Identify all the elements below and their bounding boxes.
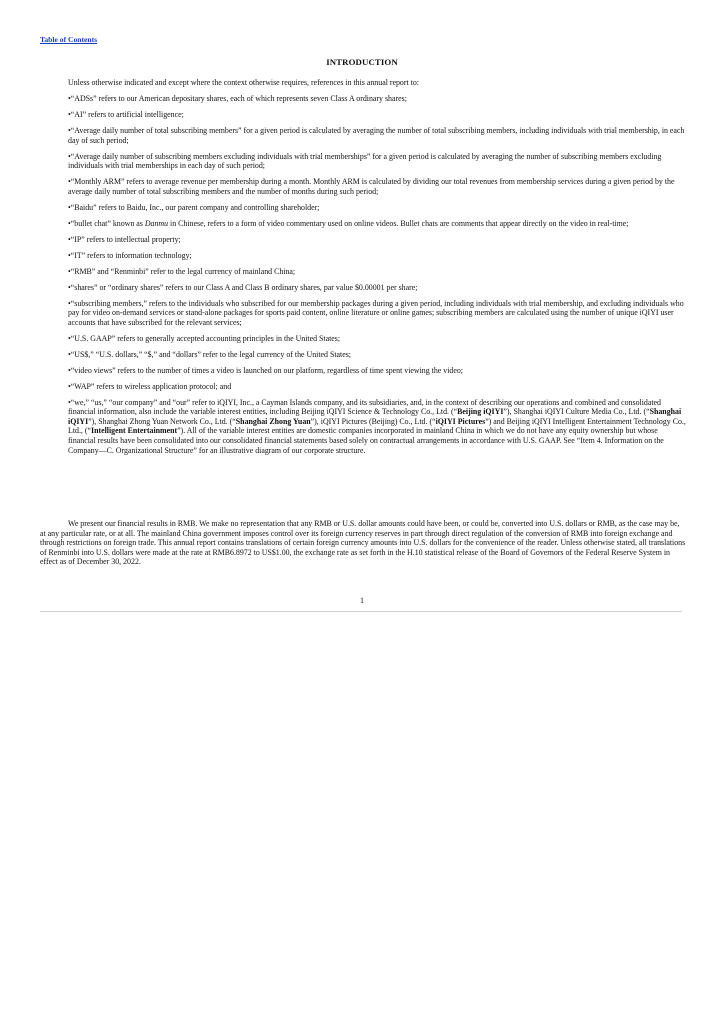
we-term-iqiyi-pictures: iQIYI Pictures xyxy=(435,416,486,426)
we-text-5: ”) and Beijing iQIYI Intelligent Entertainment Technology Co., Ltd., (“ xyxy=(68,416,686,436)
definition-average-members-excluding-trial: •“Average daily number of subscribing members excluding individuals with trial memberships” for a given period is calculated by averaging the number of subscribing members excluding individuals with trial memberships in each day of such period; xyxy=(68,151,662,171)
we-text-3: ”), Shanghai Zhong Yuan Network Co., Ltd. (“ xyxy=(88,416,236,426)
bullet-chat-danmu-term: Danmu xyxy=(144,218,169,228)
bullet-chat-text-a: •“bullet chat” known as xyxy=(68,218,145,228)
table-of-contents-link[interactable]: Table of Contents xyxy=(40,35,98,44)
definition-average-total-members: •“Average daily number of total subscribing members” for a given period is calculated by averaging the number of total subscribing members, including individuals with trial membership, in each day of such period; xyxy=(68,125,685,145)
we-text-2: ”), Shanghai iQIYI Culture Media Co., Ltd. (“ xyxy=(503,407,650,417)
definition-rmb: •“RMB” and “Renminbi” refer to the legal currency of mainland China; xyxy=(68,266,296,276)
definition-ip: •“IP” refers to intellectual property; xyxy=(68,234,181,244)
we-term-beijing-iqiyi: Beijing iQIYI xyxy=(457,407,504,417)
page-number: 1 xyxy=(360,596,364,605)
definition-bullet-chat xyxy=(68,219,686,229)
page-divider xyxy=(40,611,682,612)
definition-ai: •“AI” refers to artificial intelligence; xyxy=(68,109,184,119)
definition-video-views: •“video views” refers to the number of times a video is launched on our platform, regardless of time spent viewing the video; xyxy=(68,365,463,375)
currency-paragraph: We present our financial results in RMB. We make no representation that any RMB or U.S. dollar amounts could have been, or could be, converted into U.S. dollars or RMB, as the case may be, at any particular rate, or at all. The mainland China government imposes control over its foreign currency reserves in part through direct regulation of the conversion of RMB into foreign exchange and through restrictions on foreign trade. This annual report contains translations of certain foreign currency amounts into U.S. dollars for the convenience of the reader. Unless otherwise stated, all translations of Renminbi into U.S. dollars were made at the rate at RMB6.8972 to US$1.00, the exchange rate as set forth in the H.10 statistical release of the Board of Governors of the Federal Reserve System in effect as of December 30, 2022. xyxy=(40,519,686,567)
definition-it: •“IT” refers to information technology; xyxy=(68,250,192,260)
we-term-intelligent-entertainment: Intelligent Entertainment xyxy=(91,426,178,436)
page-title: INTRODUCTION xyxy=(326,57,398,67)
definition-shares: •“shares” or “ordinary shares” refers to our Class A and Class B ordinary shares, par value $0.00001 per share; xyxy=(68,282,418,292)
we-text-4: ”), iQIYI Pictures (Beijing) Co., Ltd. (“ xyxy=(310,416,436,426)
definition-us-gaap: •“U.S. GAAP” refers to generally accepted accounting principles in the United States; xyxy=(68,333,341,343)
definitions-section xyxy=(68,78,686,462)
we-term-shanghai-zhong-yuan: Shanghai Zhong Yuan xyxy=(235,416,311,426)
definition-monthly-arm: •“Monthly ARM” refers to average revenue per membership during a month. Monthly ARM is calculated by dividing our total revenues from membership services during a given period by the average daily number of total subscribing members and the number of months during such period; xyxy=(68,177,675,196)
bullet-chat-text-b: in Chinese, refers to a form of video commentary used on online videos. Bullet chats are comments that appear directly on the video in real-time; xyxy=(168,218,629,228)
definition-wap: •“WAP” refers to wireless application protocol; and xyxy=(68,381,232,391)
intro-paragraph: Unless otherwise indicated and except where the context otherwise requires, references in this annual report to: xyxy=(68,78,420,87)
definition-baidu: •“Baidu” refers to Baidu, Inc., our parent company and controlling shareholder; xyxy=(68,202,320,212)
we-text-1: •“we,” “us,” “our company” and “our” refer to iQIYI, Inc., a Cayman Islands company, and its subsidiaries, and, in the context of describing our operations and combined and consolidated financial information, also include the variable interest entities, including Beijing iQIYI Science & Technology Co., Ltd. (“ xyxy=(68,397,661,417)
we-text-6: ”). All of the variable interest entities are domestic companies incorporated in mainland China in which we do not have any equity ownership but whose financial results have been consolidated into our consolidated financial statements based solely on contractual arrangements in accordance with U.S. GAAP. See “Item 4. Information on the Company—C. Organizational Structure” for an illustrative diagram of our corporate structure. xyxy=(68,426,664,455)
definition-we-us-our xyxy=(68,398,686,456)
definition-us-dollars: •“US$,” “U.S. dollars,” “$,” and “dollars” refer to the legal currency of the United States; xyxy=(68,349,351,359)
definition-subscribing-members: •“subscribing members,” refers to the individuals who subscribed for our membership packages during a given period, including individuals with trial membership, and excluding individuals who pay for video on-demand services or stand-alone packages for sports paid content, online literature or online games; subscribing members are calculated using the number of unique iQIYI user accounts that have subscribed for the relevant services; xyxy=(68,298,684,327)
definition-ads: •“ADSs” refers to our American depositary shares, each of which represents seven Class A ordinary shares; xyxy=(68,93,407,103)
we-term-shanghai-iqiyi: Shanghai iQIYI xyxy=(68,407,682,426)
